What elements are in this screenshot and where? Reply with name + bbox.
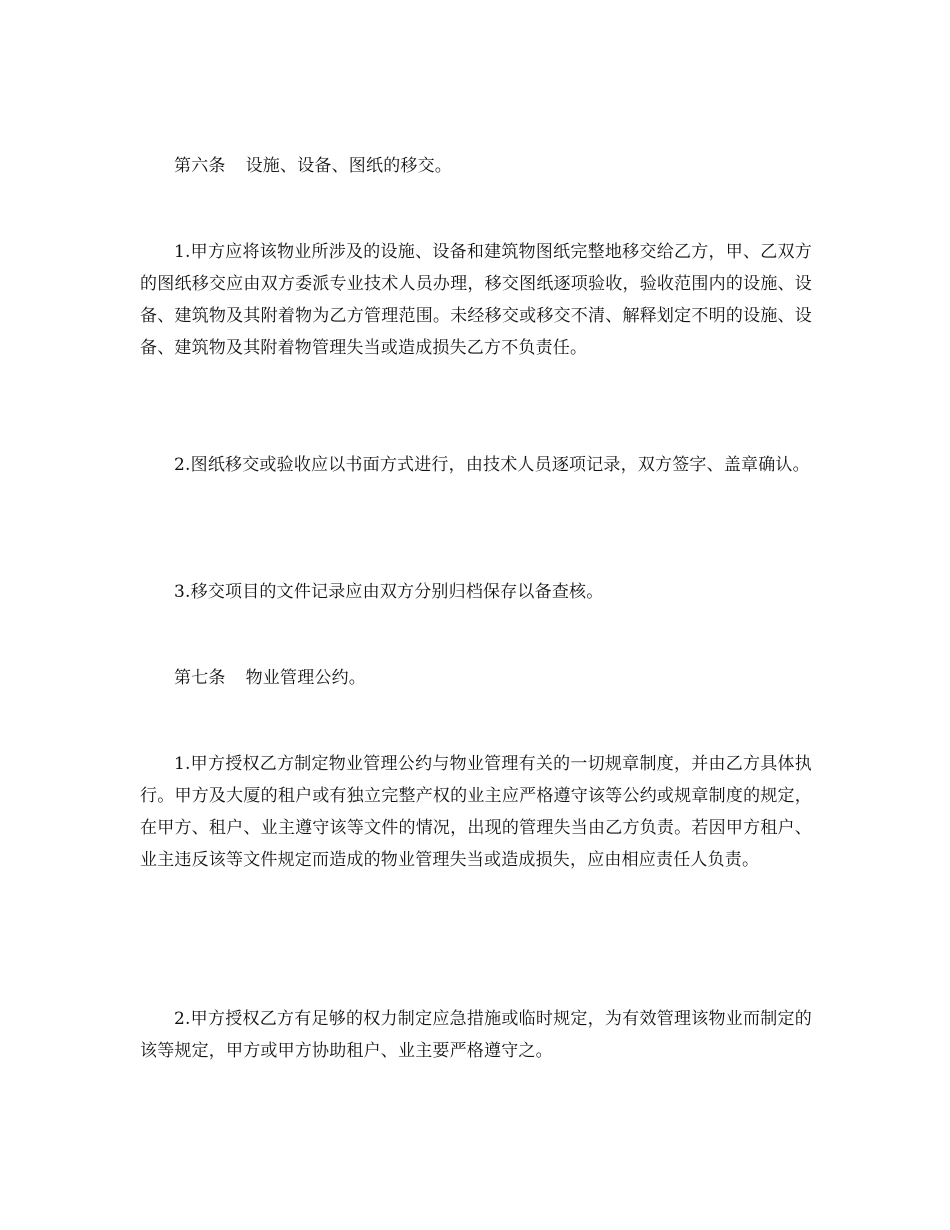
article-6-number: 第六条	[174, 156, 226, 176]
document-page	[140, 0, 812, 1230]
article-6-heading	[140, 150, 812, 182]
article-6-item-2: 2.图纸移交或验收应以书面方式进行，由技术人员逐项记录，双方签字、盖章确认。	[174, 455, 810, 475]
article-6-title: 设施、设备、图纸的移交。	[245, 156, 453, 176]
article-7-heading	[140, 662, 812, 694]
article-7-number: 第七条	[174, 668, 226, 688]
article-7-title: 物业管理公约。	[245, 668, 367, 688]
article-7-item-2: 2.甲方授权乙方有足够的权力制定应急措施或临时规定，为有效管理该物业而制定的该等规定，甲方或甲方协助租户、业主要严格遵守之。	[140, 1009, 812, 1061]
article-7-item-1: 1.甲方授权乙方制定物业管理公约与物业管理有关的一切规章制度，并由乙方具体执行。甲方及大厦的租户或有独立完整产权的业主应严格遵守该等公约或规章制度的规定，在甲方、租户、业主遵守该等文件的情况，出现的管理失当由乙方负责。若因甲方租户、业主违反该等文件规定而造成的物业管理失当或造成损失，应由相应责任人负责。	[140, 754, 812, 870]
article-6-item-3: 3.移交项目的文件记录应由双方分别归档保存以备查核。	[174, 582, 604, 602]
article-6-item-1: 1.甲方应将该物业所涉及的设施、设备和建筑物图纸完整地移交给乙方，甲、乙双方的图纸移交应由双方委派专业技术人员办理，移交图纸逐项验收，验收范围内的设施、设备、建筑物及其附着物为乙方管理范围。未经移交或移交不清、解释划定不明的设施、设备、建筑物及其附着物管理失当或造成损失乙方不负责任。	[140, 242, 812, 358]
